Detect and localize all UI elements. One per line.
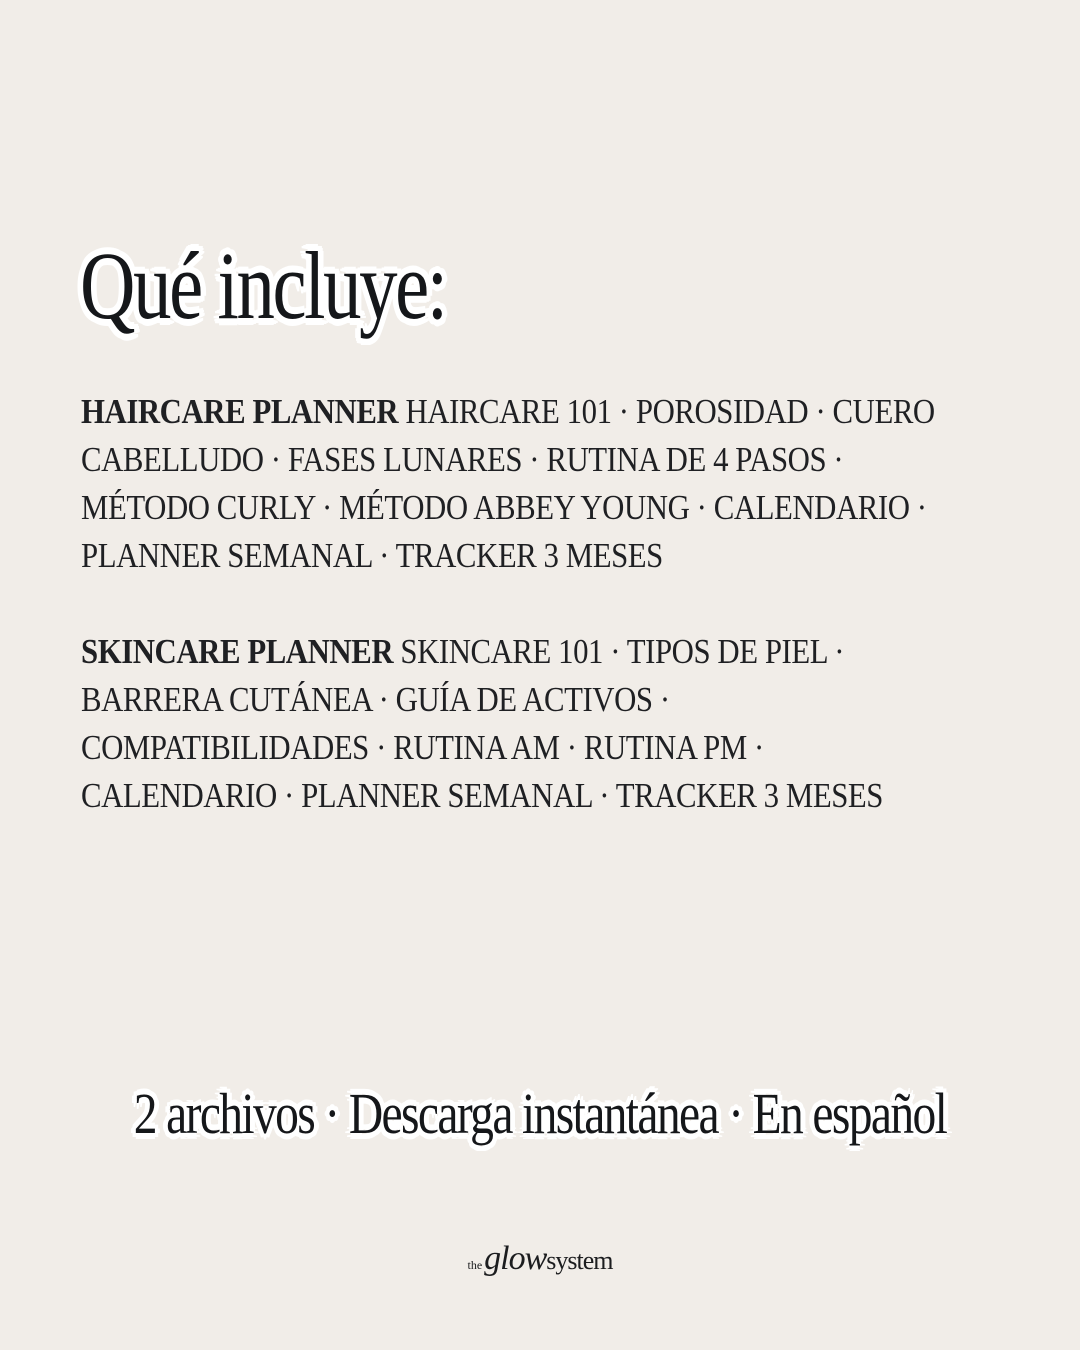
page-title: Qué incluye: xyxy=(80,232,446,339)
skincare-title: SKINCARE PLANNER xyxy=(81,632,394,671)
product-details: 2 archivos · Descarga instantánea · En español xyxy=(133,1081,947,1146)
haircare-items: HAIRCARE 101 · POROSIDAD · CUERO CABELLUDO · FASES LUNARES · RUTINA DE 4 PASOS · MÉTODO CURLY · MÉTODO ABBEY YOUNG · CALENDARIO · PLANNER SEMANAL · TRACKER 3 MESES xyxy=(81,392,935,575)
skincare-items: SKINCARE 101 · TIPOS DE PIEL · BARRERA CUTÁNEA · GUÍA DE ACTIVOS · COMPATIBILIDADES · RUTINA AM · RUTINA PM · CALENDARIO · PLANNER SEMANAL · TRACKER 3 MESES xyxy=(81,632,883,815)
haircare-title: HAIRCARE PLANNER xyxy=(81,392,399,431)
brand-logo xyxy=(0,1240,1080,1278)
logo-glow: glow xyxy=(484,1240,547,1277)
haircare-section xyxy=(81,388,943,580)
logo-system: system xyxy=(546,1246,613,1275)
skincare-section xyxy=(81,628,943,820)
logo-the: the xyxy=(467,1258,483,1272)
